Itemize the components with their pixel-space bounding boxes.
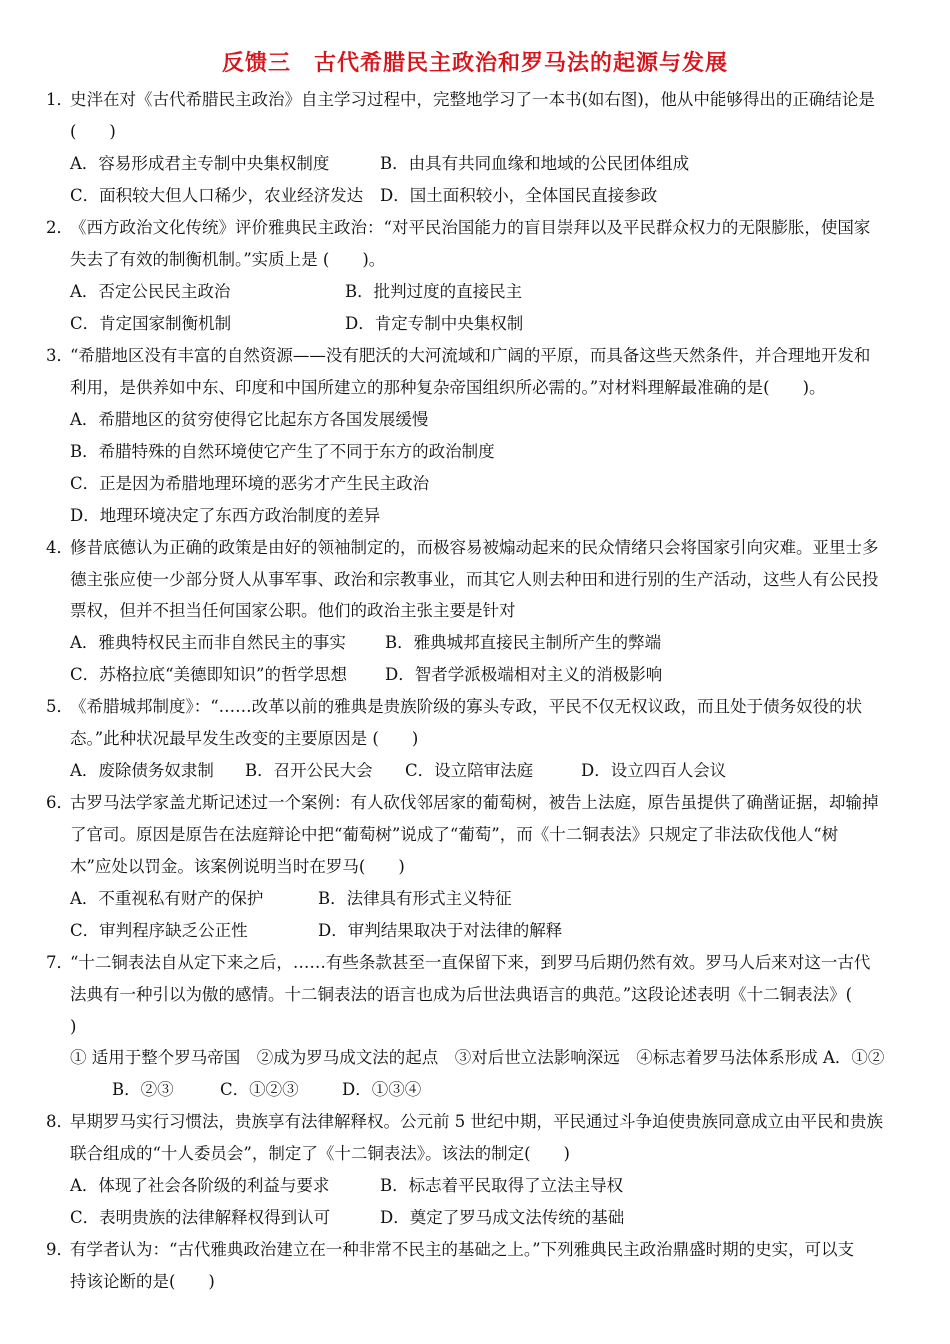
option-a: A．体现了社会各阶级的利益与要求 xyxy=(70,1176,330,1195)
option-row xyxy=(70,282,522,302)
option-row xyxy=(70,761,726,781)
option-d: D．国土面积较小，全体国民直接参政 xyxy=(380,186,658,205)
option-d: D．智者学派极端相对主义的消极影响 xyxy=(385,665,663,684)
option-c: C．肯定国家制衡机制 xyxy=(70,314,232,333)
option-b: B．雅典城邦直接民主制所产生的弊端 xyxy=(385,633,662,652)
option-row xyxy=(70,186,657,206)
question-2: 2．《西方政治文化传统》评价雅典民主政治：“对平民治国能力的盲目崇拜以及平民群众权力的无限膨胀，使国家 xyxy=(46,218,871,237)
option-a: A．否定公民民主政治 xyxy=(70,282,231,301)
question-number: 4． xyxy=(46,538,73,557)
question-8: 8．早期罗马实行习惯法，贵族享有法律解释权。公元前 5 世纪中期，平民通过斗争迫使贵族同意成立由平民和贵族 xyxy=(46,1112,883,1131)
option-row xyxy=(70,154,689,174)
option-row xyxy=(70,633,661,653)
option-b: B．召开公民大会 xyxy=(245,761,373,780)
question-line: ) xyxy=(70,1017,77,1036)
option-row xyxy=(70,889,512,909)
question-line: ( ) xyxy=(70,122,116,141)
option-c: C．表明贵族的法律解释权得到认可 xyxy=(70,1208,331,1227)
option-row xyxy=(70,1208,624,1228)
option-b: B．标志着平民取得了立法主导权 xyxy=(380,1176,624,1195)
option-b: B．希腊特殊的自然环境使它产生了不同于东方的政治制度 xyxy=(70,442,495,461)
option-a: A．容易形成君主专制中央集权制度 xyxy=(70,154,330,173)
question-line: 德主张应使一少部分贤人从事军事、政治和宗教事业，而其它人则去种田和进行别的生产活动，这些人有公民投 xyxy=(70,570,879,589)
question-line: 票权，但并不担当任何国家公职。他们的政治主张主要是针对 xyxy=(70,601,516,620)
option-row xyxy=(112,1080,421,1100)
option-c: C．设立陪审法庭 xyxy=(405,761,534,780)
option-d: D．①③④ xyxy=(342,1080,422,1099)
option-row xyxy=(70,921,562,941)
option-c: C．面积较大但人口稀少，农业经济发达 xyxy=(70,186,364,205)
question-number: 6． xyxy=(46,793,73,812)
question-line: 态。”此种状况最早发生改变的主要原因是 ( ) xyxy=(70,729,419,748)
question-number: 3． xyxy=(46,346,73,365)
option-row xyxy=(70,1176,623,1196)
option-c: C．苏格拉底“美德即知识”的哲学思想 xyxy=(70,665,347,684)
question-number: 8． xyxy=(46,1112,73,1131)
option-c: C．①②③ xyxy=(220,1080,299,1099)
question-line: 失去了有效的制衡机制。”实质上是 ( )。 xyxy=(70,250,386,269)
option-b: B．法律具有形式主义特征 xyxy=(318,889,512,908)
question-number: 5． xyxy=(46,697,73,716)
option-d: D．审判结果取决于对法律的解释 xyxy=(318,921,563,940)
question-4: 4．修昔底德认为正确的政策是由好的领袖制定的，而极容易被煽动起来的民众情绪只会将国家引向灾难。亚里士多 xyxy=(46,538,879,557)
option-row xyxy=(70,314,523,334)
option-d: D．奠定了罗马成文法传统的基础 xyxy=(380,1208,625,1227)
question-1: 1．史泮在对《古代希腊民主政治》自主学习过程中，完整地学习了一本书(如右图)，他从中能够得出的正确结论是 xyxy=(46,90,875,109)
question-line: 持该论断的是( ) xyxy=(70,1272,215,1291)
option-a: A．不重视私有财产的保护 xyxy=(70,889,264,908)
question-number: 7． xyxy=(46,953,73,972)
option-c: C．审判程序缺乏公正性 xyxy=(70,921,248,940)
question-number: 1． xyxy=(46,90,73,109)
question-6: 6．古罗马法学家盖尤斯记述过一个案例：有人砍伐邻居家的葡萄树，被告上法庭，原告虽提供了确凿证据，却输掉 xyxy=(46,793,879,812)
option-c: C．正是因为希腊地理环境的恶劣才产生民主政治 xyxy=(70,474,430,493)
option-row xyxy=(70,665,662,685)
option-a: A．废除债务奴隶制 xyxy=(70,761,214,780)
option-a: A．希腊地区的贫穷使得它比起东方各国发展缓慢 xyxy=(70,410,429,429)
option-d: D．地理环境决定了东西方政治制度的差异 xyxy=(70,506,381,525)
question-number: 9． xyxy=(46,1240,73,1259)
option-b: B．批判过度的直接民主 xyxy=(345,282,523,301)
statement-row: ① 适用于整个罗马帝国 ②成为罗马成文法的起点 ③对后世立法影响深远 ④标志着罗马法体系形成 A．①② xyxy=(70,1048,885,1067)
page-title: 反馈三 古代希腊民主政治和罗马法的起源与发展 xyxy=(221,51,728,76)
question-line: 利用，是供养如中东、印度和中国所建立的那种复杂帝国组织所必需的。”对材料理解最准确的是( )。 xyxy=(70,378,826,397)
question-9: 9．有学者认为：“古代雅典政治建立在一种非常不民主的基础之上。”下列雅典民主政治鼎盛时期的史实，可以支 xyxy=(46,1240,855,1259)
option-d: D．肯定专制中央集权制 xyxy=(345,314,524,333)
option-b: B．②③ xyxy=(112,1080,174,1099)
question-7: 7．“十二铜表法自从定下来之后，……有些条款甚至一直保留下来，到罗马后期仍然有效。罗马人后来对这一古代 xyxy=(46,953,871,972)
question-number: 2． xyxy=(46,218,73,237)
option-d: D．设立四百人会议 xyxy=(581,761,727,780)
question-line: 了官司。原因是原告在法庭辩论中把“葡萄树”说成了“葡萄”，而《十二铜表法》只规定了非法砍伐他人“树 xyxy=(70,825,839,844)
option-a: A．雅典特权民主而非自然民主的事实 xyxy=(70,633,346,652)
option-b: B．由具有共同血缘和地域的公民团体组成 xyxy=(380,154,690,173)
question-line: 法典有一种引以为傲的感情。十二铜表法的语言也成为后世法典语言的典范。”这段论述表明《十二铜表法》( xyxy=(70,985,853,1004)
question-3: 3．“希腊地区没有丰富的自然资源——没有肥沃的大河流域和广阔的平原，而具备这些天然条件，并合理地开发和 xyxy=(46,346,871,365)
question-5: 5．《希腊城邦制度》：“……改革以前的雅典是贵族阶级的寡头专政，平民不仅无权议政，而且处于债务奴役的状 xyxy=(46,697,863,716)
question-line: 联合组成的“十人委员会”，制定了《十二铜表法》。该法的制定( ) xyxy=(70,1144,570,1163)
question-line: 木”应处以罚金。该案例说明当时在罗马( ) xyxy=(70,857,405,876)
